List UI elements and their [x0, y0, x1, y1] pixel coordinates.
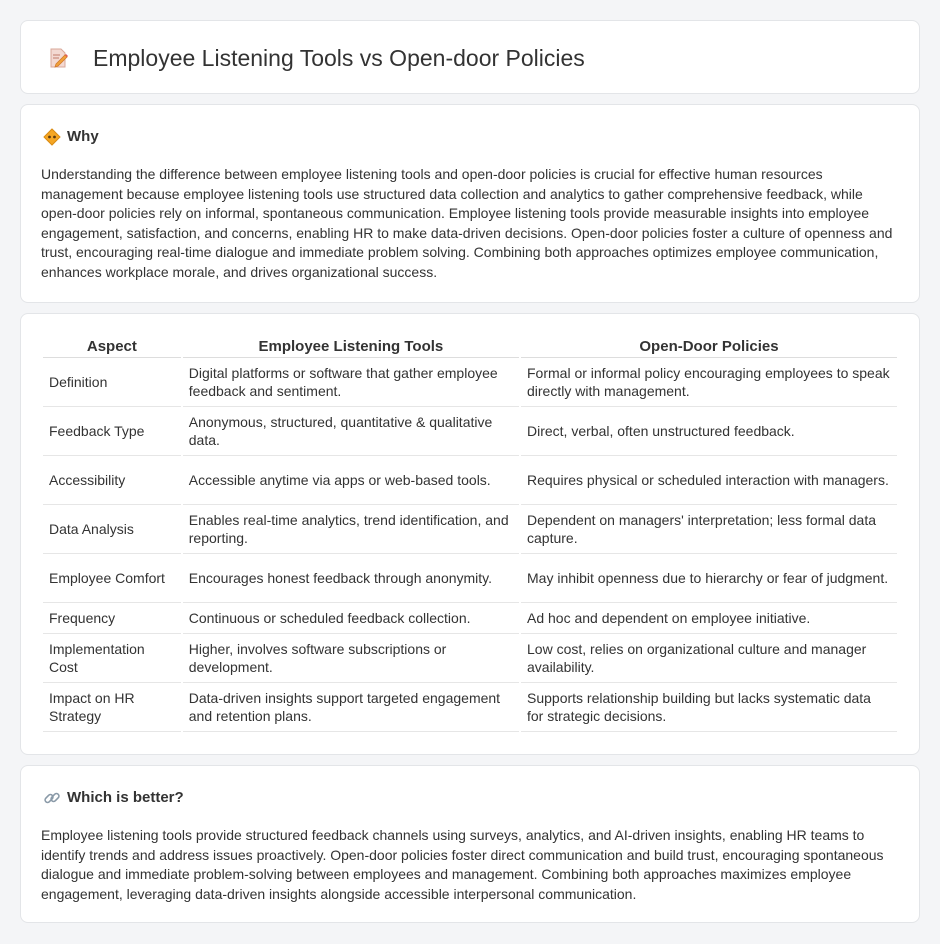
cell-listening-tools: Higher, involves software subscriptions or development.: [183, 634, 519, 683]
cell-aspect: Impact on HR Strategy: [43, 683, 181, 732]
better-heading-row: [43, 788, 184, 808]
document-pencil-icon: [47, 47, 69, 69]
cell-aspect: Implementation Cost: [43, 634, 181, 683]
table-row: [43, 634, 897, 683]
table-row: [43, 456, 897, 505]
cell-listening-tools: Anonymous, structured, quantitative & qualitative data.: [183, 407, 519, 456]
table-row: [43, 505, 897, 554]
which-is-better-section: [20, 765, 920, 923]
cell-aspect: Employee Comfort: [43, 554, 181, 603]
diamond-sign-icon: [43, 128, 61, 146]
cell-open-door: Direct, verbal, often unstructured feedback.: [521, 407, 897, 456]
cell-aspect: Feedback Type: [43, 407, 181, 456]
page-title: Employee Listening Tools vs Open-door Policies: [93, 45, 585, 71]
cell-open-door: Dependent on managers' interpretation; less formal data capture.: [521, 505, 897, 554]
table-row: [43, 683, 897, 732]
table-row: [43, 407, 897, 456]
why-heading: Why: [67, 128, 99, 145]
cell-listening-tools: Enables real-time analytics, trend identification, and reporting.: [183, 505, 519, 554]
table-header-row: [43, 336, 897, 358]
cell-open-door: Formal or informal policy encouraging employees to speak directly with management.: [521, 358, 897, 407]
cell-aspect: Data Analysis: [43, 505, 181, 554]
column-header-listening-tools: Employee Listening Tools: [183, 336, 519, 358]
why-heading-row: [43, 127, 99, 147]
table-row: [43, 358, 897, 407]
cell-listening-tools: Accessible anytime via apps or web-based tools.: [183, 456, 519, 505]
comparison-card: [20, 313, 920, 755]
comparison-table: [41, 336, 899, 732]
cell-open-door: Low cost, relies on organizational culture and manager availability.: [521, 634, 897, 683]
cell-open-door: Supports relationship building but lacks systematic data for strategic decisions.: [521, 683, 897, 732]
cell-open-door: Ad hoc and dependent on employee initiative.: [521, 603, 897, 634]
better-heading: Which is better?: [67, 789, 184, 806]
table-row: [43, 603, 897, 634]
column-header-open-door: Open-Door Policies: [521, 336, 897, 358]
cell-listening-tools: Encourages honest feedback through anonymity.: [183, 554, 519, 603]
cell-aspect: Accessibility: [43, 456, 181, 505]
cell-listening-tools: Data-driven insights support targeted engagement and retention plans.: [183, 683, 519, 732]
why-text: Understanding the difference between employee listening tools and open-door policies is crucial for effective human resources management because employee listening tools use structured data collection and analytics to gather comprehensive feedback, while open-door policies rely on informal, spontaneous communication. Employee listening tools provide measurable insights into employee engagement, satisfaction, and concerns, enabling HR to make data-driven decisions. Open-door policies foster a culture of openness and trust, encouraging real-time dialogue and immediate problem solving. Combining both approaches optimizes employee communication, enhances workplace morale, and drives organizational success.: [41, 166, 893, 280]
cell-aspect: Frequency: [43, 603, 181, 634]
better-text: Employee listening tools provide structured feedback channels using surveys, analytics, and AI-driven insights, enabling HR teams to identify trends and address issues proactively. Open-door policies foster direct communication and build trust, encouraging spontaneous dialogue and immediate problem-solving between employees and management. Combining both approaches maximizes employee engagement, leveraging data-driven insights alongside accessible interpersonal communication.: [41, 827, 884, 902]
cell-listening-tools: Digital platforms or software that gather employee feedback and sentiment.: [183, 358, 519, 407]
why-section: [20, 104, 920, 303]
cell-open-door: May inhibit openness due to hierarchy or fear of judgment.: [521, 554, 897, 603]
title-card: [20, 20, 920, 94]
link-icon: [43, 789, 61, 807]
cell-open-door: Requires physical or scheduled interaction with managers.: [521, 456, 897, 505]
cell-aspect: Definition: [43, 358, 181, 407]
cell-listening-tools: Continuous or scheduled feedback collection.: [183, 603, 519, 634]
column-header-aspect: Aspect: [43, 336, 181, 358]
table-row: [43, 554, 897, 603]
